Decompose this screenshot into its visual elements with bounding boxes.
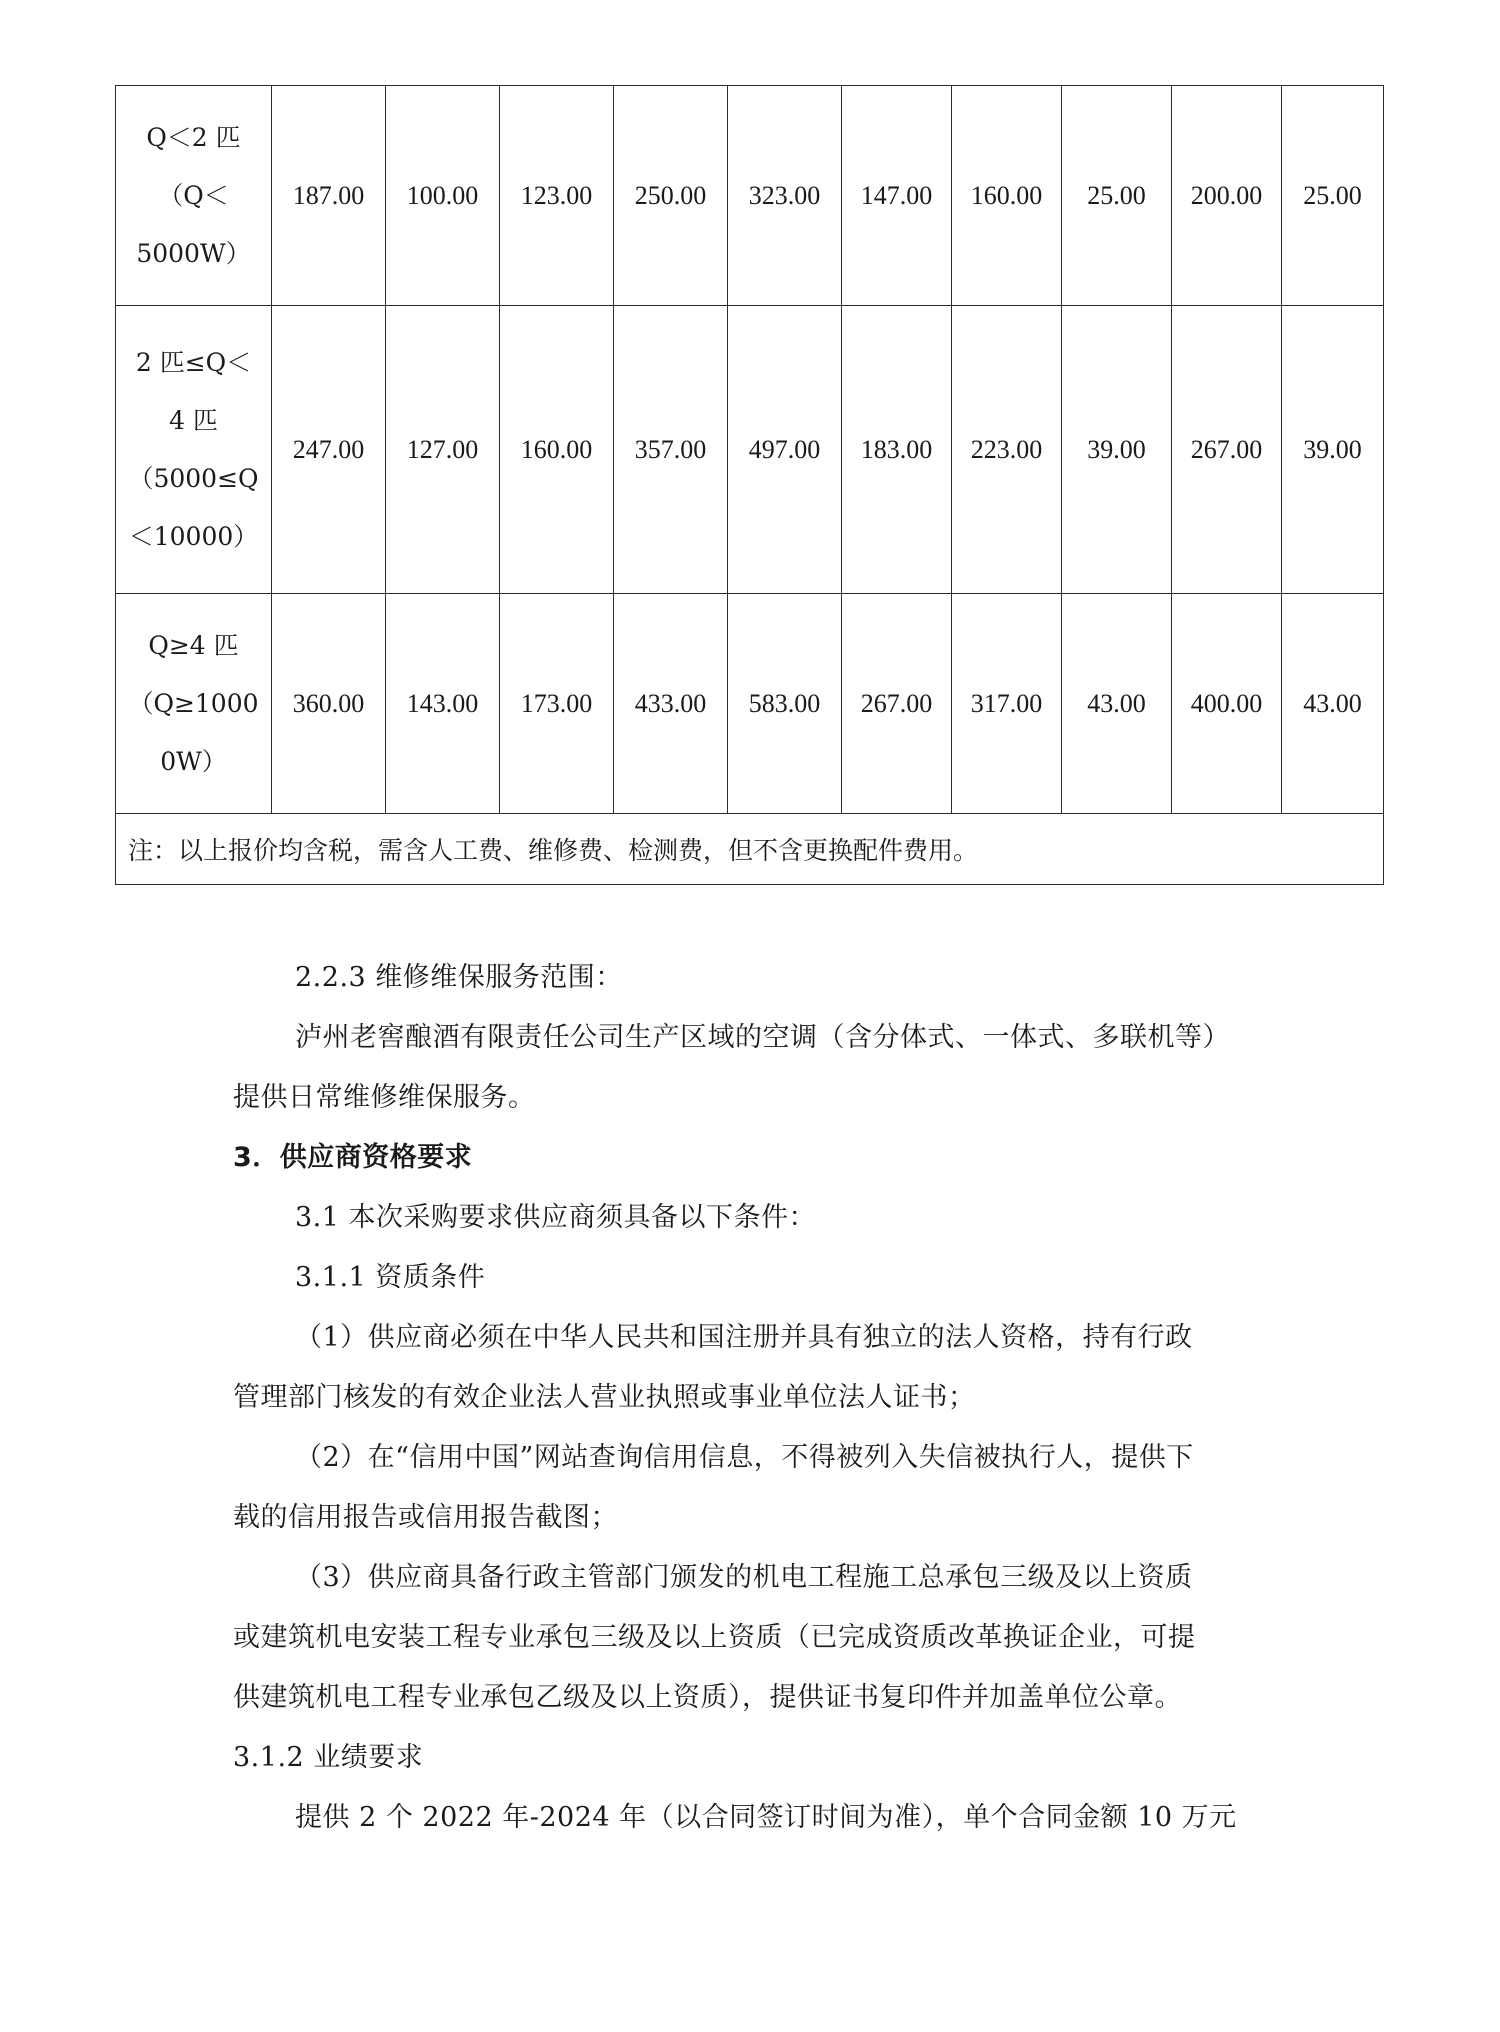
condition-1-cont: 管理部门核发的有效企业法人营业执照或事业单位法人证书； bbox=[233, 1382, 976, 1413]
section-2-2-3-text-cont: 提供日常维修维保服务。 bbox=[233, 1082, 536, 1113]
category-line: 2 匹≤Q＜ bbox=[135, 347, 252, 377]
category-line: 5000W） bbox=[136, 238, 251, 268]
section-2-2-3-title: 2.2.3 维修维保服务范围： bbox=[295, 962, 623, 993]
category-line: Q≥4 匹 bbox=[148, 630, 239, 660]
category-line: 0W） bbox=[160, 746, 227, 776]
table-price-cell: 433.00 bbox=[614, 594, 728, 814]
table-price-cell: 25.00 bbox=[1282, 86, 1384, 306]
condition-2: （2）在“信用中国”网站查询信用信息，不得被列入失信被执行人，提供下 bbox=[295, 1442, 1194, 1473]
table-price-cell: 183.00 bbox=[842, 306, 952, 594]
table-price-cell: 39.00 bbox=[1282, 306, 1384, 594]
category-line: 4 匹 bbox=[169, 405, 218, 435]
table-price-cell: 223.00 bbox=[952, 306, 1062, 594]
table-price-cell: 123.00 bbox=[500, 86, 614, 306]
section-3-title: 3．供应商资格要求 bbox=[233, 1142, 473, 1173]
performance-text: 提供 2 个 2022 年-2024 年（以合同签订时间为准），单个合同金额 10 万元 bbox=[295, 1802, 1237, 1833]
condition-3: （3）供应商具备行政主管部门颁发的机电工程施工总承包三级及以上资质 bbox=[295, 1562, 1193, 1593]
table-price-cell: 400.00 bbox=[1172, 594, 1282, 814]
table-note-row bbox=[116, 814, 1384, 885]
table-price-cell: 357.00 bbox=[614, 306, 728, 594]
condition-1: （1）供应商必须在中华人民共和国注册并具有独立的法人资格，持有行政 bbox=[295, 1322, 1193, 1353]
table-note: 注：以上报价均含税，需含人工费、维修费、检测费，但不含更换配件费用。 bbox=[116, 814, 1384, 885]
table-price-cell: 173.00 bbox=[500, 594, 614, 814]
table-price-cell: 43.00 bbox=[1282, 594, 1384, 814]
table-price-cell: 143.00 bbox=[386, 594, 500, 814]
table-price-cell: 25.00 bbox=[1062, 86, 1172, 306]
table-price-cell: 317.00 bbox=[952, 594, 1062, 814]
table-price-cell: 267.00 bbox=[1172, 306, 1282, 594]
table-price-cell: 187.00 bbox=[272, 86, 386, 306]
table-price-cell: 200.00 bbox=[1172, 86, 1282, 306]
table-row bbox=[116, 86, 1384, 306]
table-price-cell: 39.00 bbox=[1062, 306, 1172, 594]
price-table bbox=[115, 85, 1384, 885]
condition-2-cont: 载的信用报告或信用报告截图； bbox=[233, 1502, 618, 1533]
table-price-cell: 267.00 bbox=[842, 594, 952, 814]
table-row bbox=[116, 594, 1384, 814]
table-category-cell bbox=[116, 86, 272, 306]
condition-3-cont-2: 供建筑机电工程专业承包乙级及以上资质），提供证书复印件并加盖单位公章。 bbox=[233, 1682, 1182, 1713]
section-3-1: 3.1 本次采购要求供应商须具备以下条件： bbox=[295, 1202, 817, 1233]
table-category-cell bbox=[116, 594, 272, 814]
section-2-2-3-text: 泸州老窖酿酒有限责任公司生产区域的空调（含分体式、一体式、多联机等） bbox=[295, 1022, 1230, 1053]
table-price-cell: 323.00 bbox=[728, 86, 842, 306]
table-price-cell: 100.00 bbox=[386, 86, 500, 306]
table-price-cell: 43.00 bbox=[1062, 594, 1172, 814]
table-price-cell: 497.00 bbox=[728, 306, 842, 594]
category-line: ＜10000） bbox=[128, 521, 259, 551]
category-line: Q＜2 匹 bbox=[146, 122, 241, 152]
category-line: （Q＜ bbox=[158, 180, 229, 210]
table-price-cell: 360.00 bbox=[272, 594, 386, 814]
table-price-cell: 250.00 bbox=[614, 86, 728, 306]
table-price-cell: 127.00 bbox=[386, 306, 500, 594]
table-row bbox=[116, 306, 1384, 594]
section-3-1-2: 3.1.2 业绩要求 bbox=[233, 1742, 424, 1773]
category-line: （5000≤Q bbox=[128, 463, 259, 493]
section-3-1-1: 3.1.1 资质条件 bbox=[295, 1262, 486, 1293]
table-price-cell: 147.00 bbox=[842, 86, 952, 306]
table-price-cell: 247.00 bbox=[272, 306, 386, 594]
table-price-cell: 160.00 bbox=[500, 306, 614, 594]
category-line: （Q≥1000 bbox=[128, 688, 259, 718]
condition-3-cont: 或建筑机电安装工程专业承包三级及以上资质（已完成资质改革换证企业，可提 bbox=[233, 1622, 1196, 1653]
table-price-cell: 160.00 bbox=[952, 86, 1062, 306]
table-price-cell: 583.00 bbox=[728, 594, 842, 814]
table-category-cell bbox=[116, 306, 272, 594]
